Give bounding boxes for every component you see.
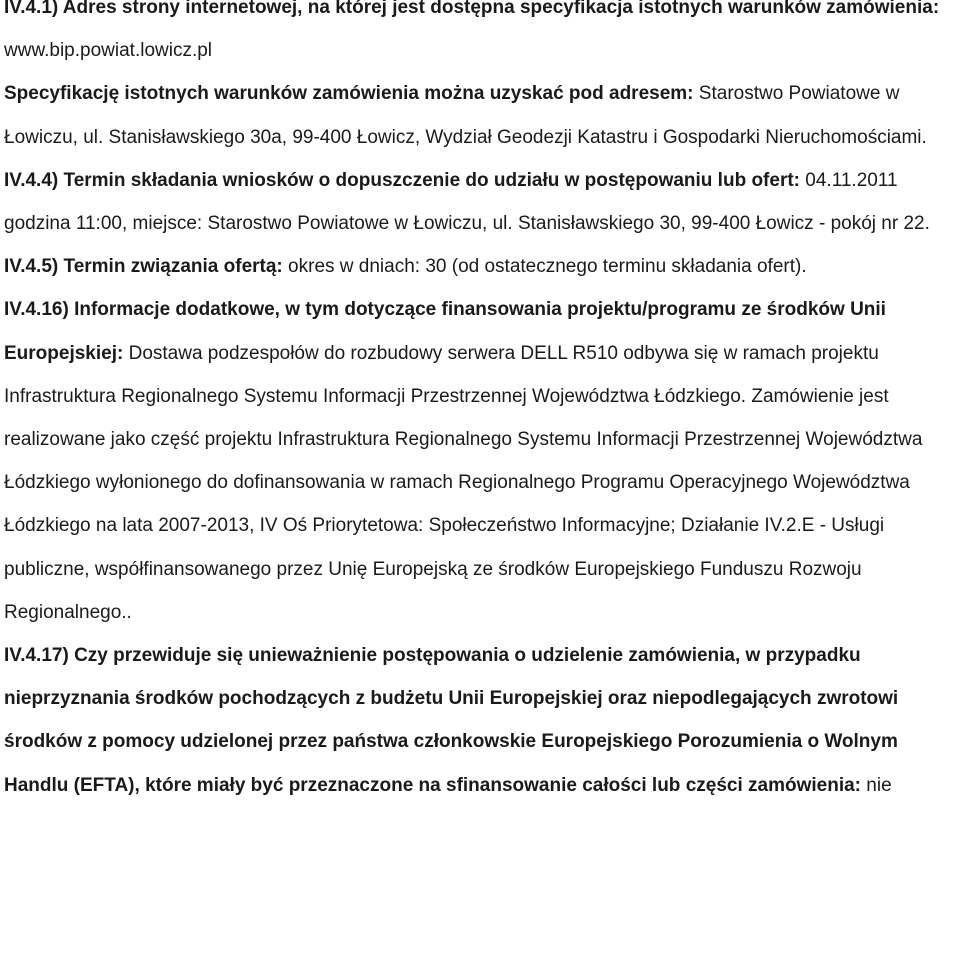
section-value: okres w dniach: 30 (od ostatecznego terminu składania ofert). — [288, 256, 807, 278]
document-body — [4, 0, 959, 807]
section-heading: IV.4.17) Czy przewiduje się unieważnienie postępowania o udzielenie zamówienia, w przypadku nieprzyznania środków pochodzących z budżetu Unii Europejskiej oraz niepodlegających zwrotowi środków z pomocy udzielonej przez państwa członkowskie Europejskiego Porozumienia o Wolnym Handlu (EFTA), które miały być przeznaczone na sfinansowanie całości lub części zamówienia: — [4, 645, 899, 796]
section-iv-4-1 — [4, 0, 959, 72]
section-iv-4-17 — [4, 634, 959, 807]
section-value: Dostawa podzespołów do rozbudowy serwera DELL R510 odbywa się w ramach projektu Infrastruktura Regionalnego Systemu Informacji Przestrzennej Województwa Łódzkiego. Zamówienie jest realizowane jako część projektu Infrastruktura Regionalnego Systemu Informacji Przestrzennej Województwa Łódzkiego wyłonionego do dofinansowania w ramach Regionalnego Programu Operacyjnego Województwa Łódzkiego na lata 2007-2013, IV Oś Priorytetowa: Społeczeństwo Informacyjne; Działanie IV.2.E - Usługi publiczne, współfinansowanego przez Unię Europejską ze środków Europejskiego Funduszu Rozwoju Regionalnego.. — [4, 342, 923, 623]
section-value: nie — [866, 774, 892, 796]
section-value: Starostwo Powiatowe w Łowiczu, ul. Stanisławskiego 30a, 99-400 Łowicz, Wydział Geodezji Katastru i Gospodarki Nieruchomościami. — [4, 83, 927, 148]
section-heading: IV.4.4) Termin składania wniosków o dopuszczenie do udziału w postępowaniu lub ofert: — [4, 169, 800, 191]
section-heading: IV.4.5) Termin związania ofertą: — [4, 256, 283, 278]
section-heading: IV.4.16) Informacje dodatkowe, w tym dotyczące finansowania projektu/programu ze środków Unii Europejskiej: — [4, 299, 886, 364]
section-iv-4-16 — [4, 288, 959, 634]
section-value: www.bip.powiat.lowicz.pl — [4, 40, 213, 62]
section-value: 04.11.2011 godzina 11:00, miejsce: Starostwo Powiatowe w Łowiczu, ul. Stanisławskiego 30, 99-400 Łowicz - pokój nr 22. — [4, 169, 930, 235]
section-iv-4-4 — [4, 159, 959, 245]
section-heading: IV.4.1) Adres strony internetowej, na której jest dostępna specyfikacja istotnych warunków zamówienia: — [4, 0, 940, 18]
section-siwz-address — [4, 72, 959, 158]
section-heading: Specyfikację istotnych warunków zamówienia można uzyskać pod adresem: — [4, 83, 694, 105]
section-iv-4-5 — [4, 245, 959, 288]
